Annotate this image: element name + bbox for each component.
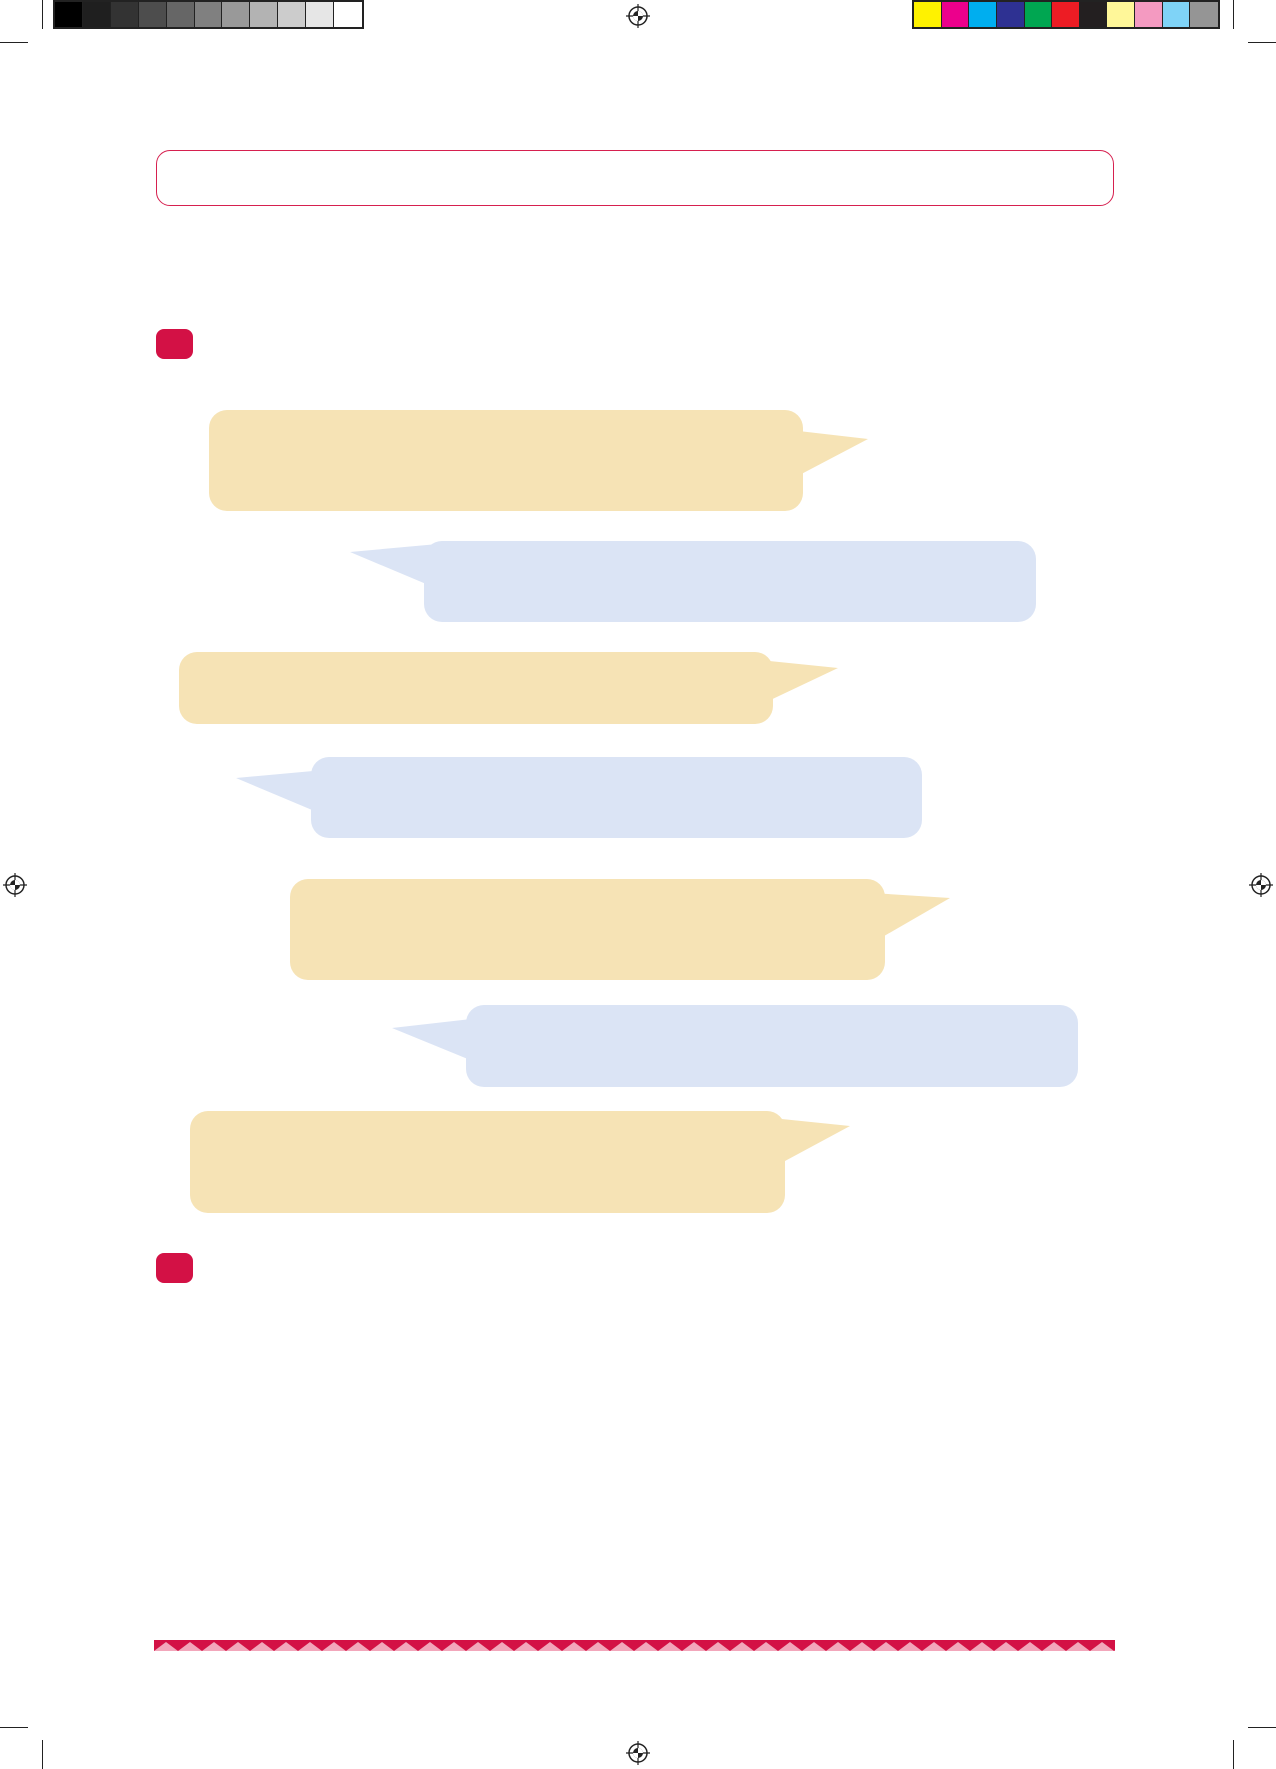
color-swatch [222, 2, 250, 27]
color-swatch [1025, 2, 1053, 27]
speech-bubble [466, 1005, 1078, 1087]
color-swatch [997, 2, 1025, 27]
color-swatch [195, 2, 223, 27]
page-title-box [156, 150, 1114, 206]
crop-mark [42, 0, 43, 29]
process-color-bar [912, 0, 1220, 29]
footer-decorative-band [154, 1640, 1115, 1651]
color-swatch [1163, 2, 1191, 27]
color-swatch [83, 2, 111, 27]
crop-mark [1233, 1740, 1234, 1769]
crop-mark [1248, 42, 1276, 43]
crop-mark [0, 42, 28, 43]
speech-bubble [424, 541, 1036, 622]
color-swatch [139, 2, 167, 27]
color-swatch [1190, 2, 1218, 27]
color-swatch [1107, 2, 1135, 27]
speech-bubble-tail [236, 770, 326, 820]
crosshair-target-icon [1249, 873, 1273, 897]
color-swatch [278, 2, 306, 27]
color-swatch [55, 2, 83, 27]
color-swatch [1052, 2, 1080, 27]
speech-bubble [311, 757, 922, 838]
grayscale-color-bar [53, 0, 364, 29]
speech-bubble [190, 1111, 785, 1213]
speech-bubble [290, 879, 885, 980]
color-swatch [334, 2, 362, 27]
speech-bubble-tail [760, 660, 840, 710]
crop-mark [0, 1727, 28, 1728]
crop-mark [1233, 0, 1234, 29]
speech-bubble-tail [392, 1018, 482, 1068]
color-swatch [1135, 2, 1163, 27]
color-swatch [942, 2, 970, 27]
section-marker-2 [156, 1253, 193, 1283]
speech-bubble-tail [790, 425, 870, 485]
speech-bubble [179, 652, 773, 724]
speech-bubble [209, 410, 803, 511]
color-swatch [250, 2, 278, 27]
crosshair-target-icon [3, 873, 27, 897]
color-swatch [167, 2, 195, 27]
section-marker-1 [156, 329, 193, 359]
crop-mark [1248, 1727, 1276, 1728]
crosshair-target-icon [626, 1741, 650, 1765]
speech-bubble-tail [772, 1118, 852, 1178]
color-swatch [1080, 2, 1108, 27]
speech-bubble-tail [350, 544, 440, 594]
crosshair-target-icon [626, 4, 650, 28]
speech-bubble-tail [872, 893, 952, 953]
crop-mark [42, 1740, 43, 1769]
color-swatch [306, 2, 334, 27]
color-swatch [111, 2, 139, 27]
color-swatch [914, 2, 942, 27]
color-swatch [969, 2, 997, 27]
